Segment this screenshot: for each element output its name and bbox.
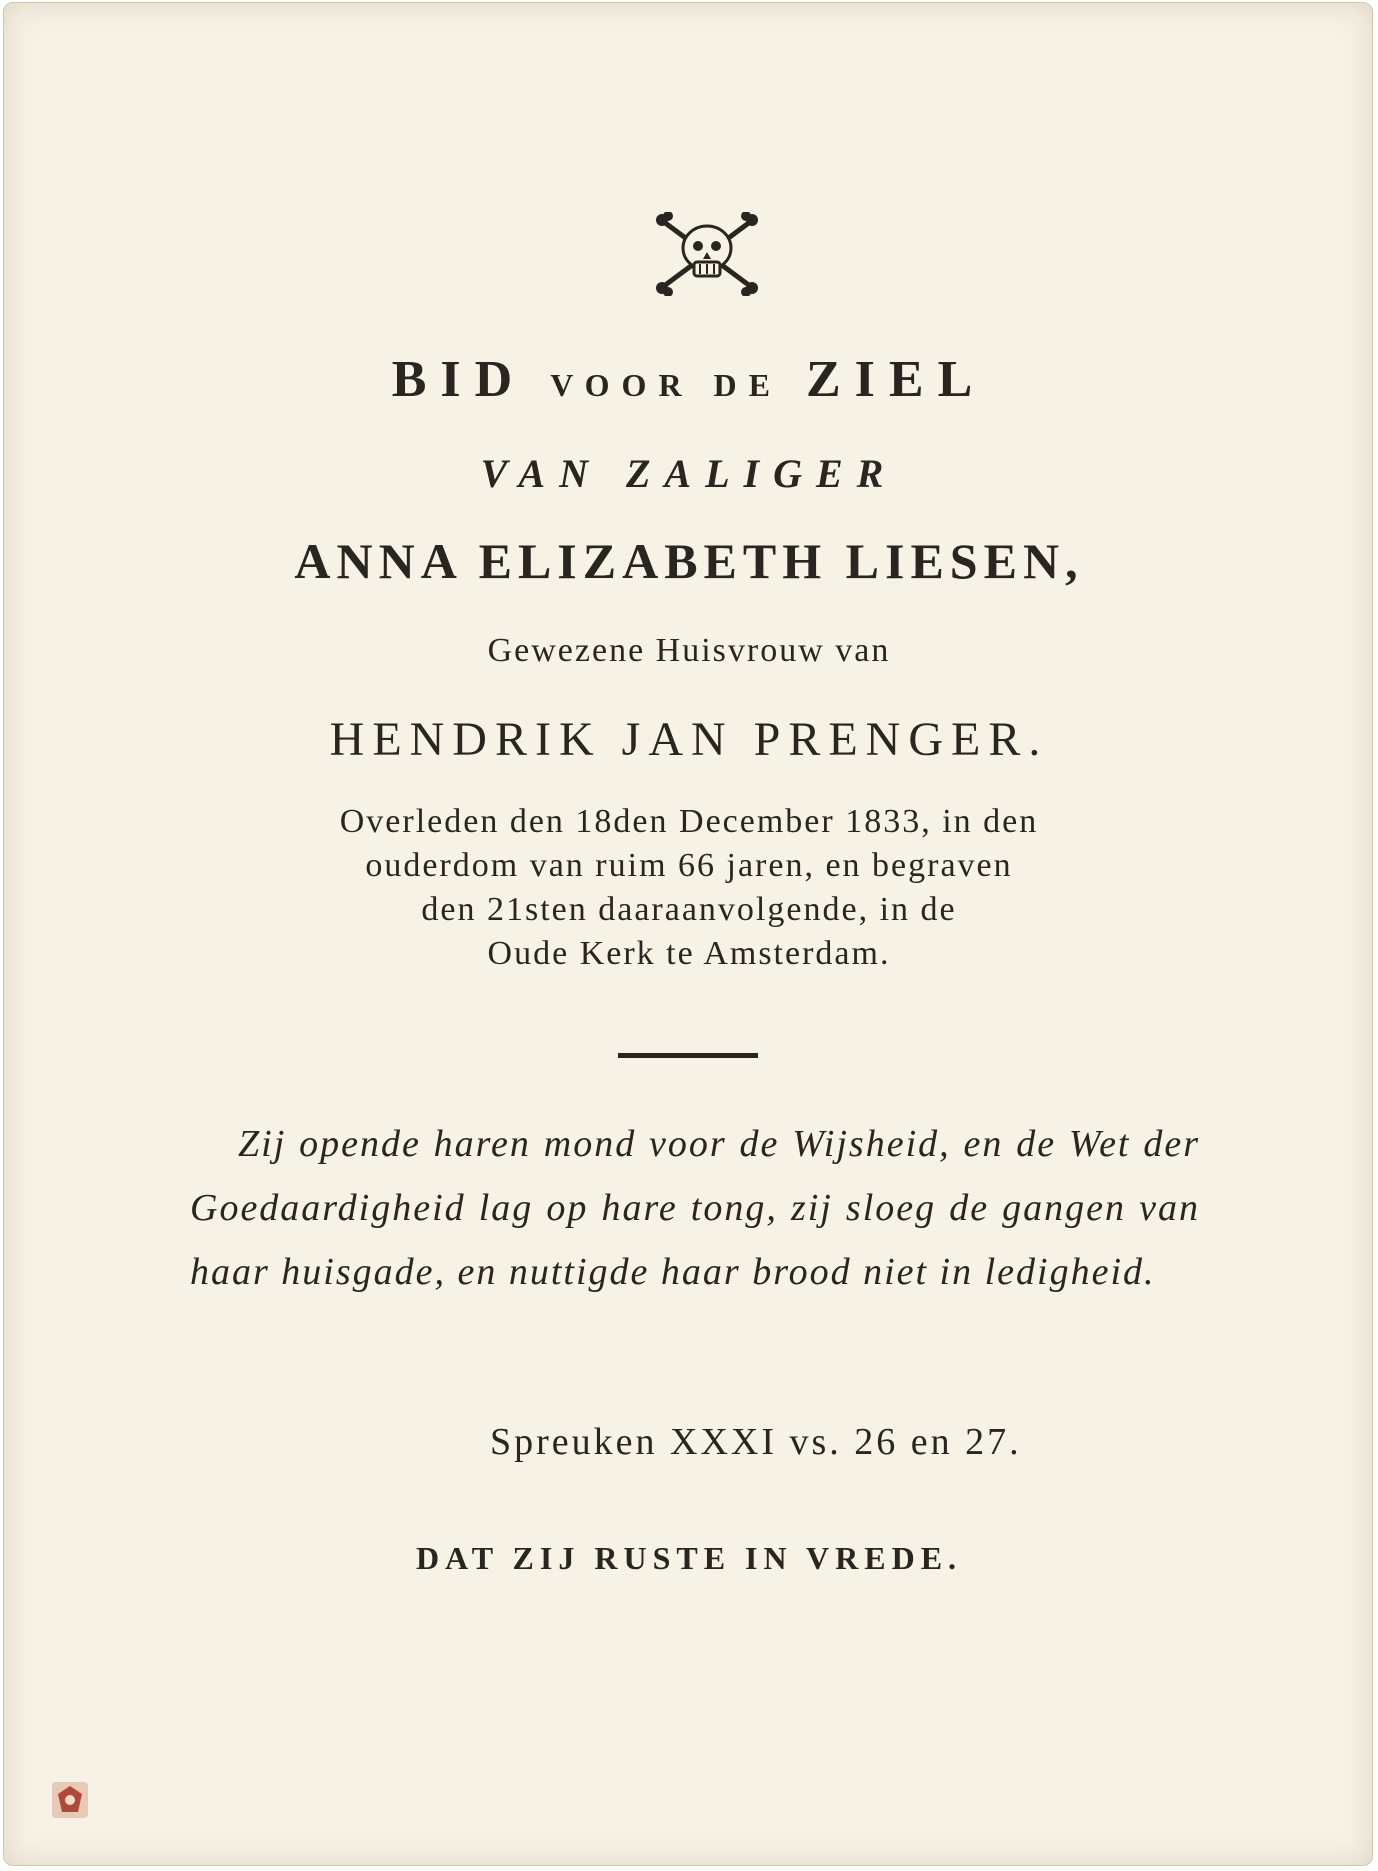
proverb-verse: Zij opende haren mond voor de Wijsheid, en de Wet der Goedaardigheid lag op hare tong, zij sloeg de gangen van haar huisgade, en nuttigde haar brood niet in ledigheid.	[190, 1123, 1200, 1293]
archive-stamp-icon	[50, 1780, 90, 1820]
obituary-line: ouderdom van ruim 66 jaren, en begraven	[365, 847, 1013, 884]
obituary-text	[0, 800, 1378, 976]
husband-name: HENDRIK JAN PRENGER.	[329, 713, 1049, 766]
heading-voor-de: VOOR DE	[550, 367, 782, 403]
relation-line: Gewezene Huisvrouw van	[487, 632, 891, 669]
obituary-line: Oude Kerk te Amsterdam.	[487, 935, 891, 972]
van-zaliger: VAN ZALIGER	[480, 451, 898, 496]
obituary-line: Overleden den 18den December 1833, in den	[339, 803, 1039, 840]
obituary-line: den 21sten daaraanvolgende, in de	[421, 891, 957, 928]
deceased-name: ANNA ELIZABETH LIESEN,	[294, 533, 1084, 589]
closing-line: DAT ZIJ RUSTE IN VREDE.	[415, 1540, 963, 1576]
skull-crossbones-icon	[652, 212, 762, 296]
heading-bid-voor-de-ziel	[0, 350, 1378, 409]
heading-bid: BID	[391, 351, 527, 408]
verse-reference: Spreuken XXXI vs. 26 en 27.	[490, 1421, 1022, 1463]
divider-rule	[618, 1053, 758, 1058]
heading-ziel: ZIEL	[806, 351, 987, 408]
